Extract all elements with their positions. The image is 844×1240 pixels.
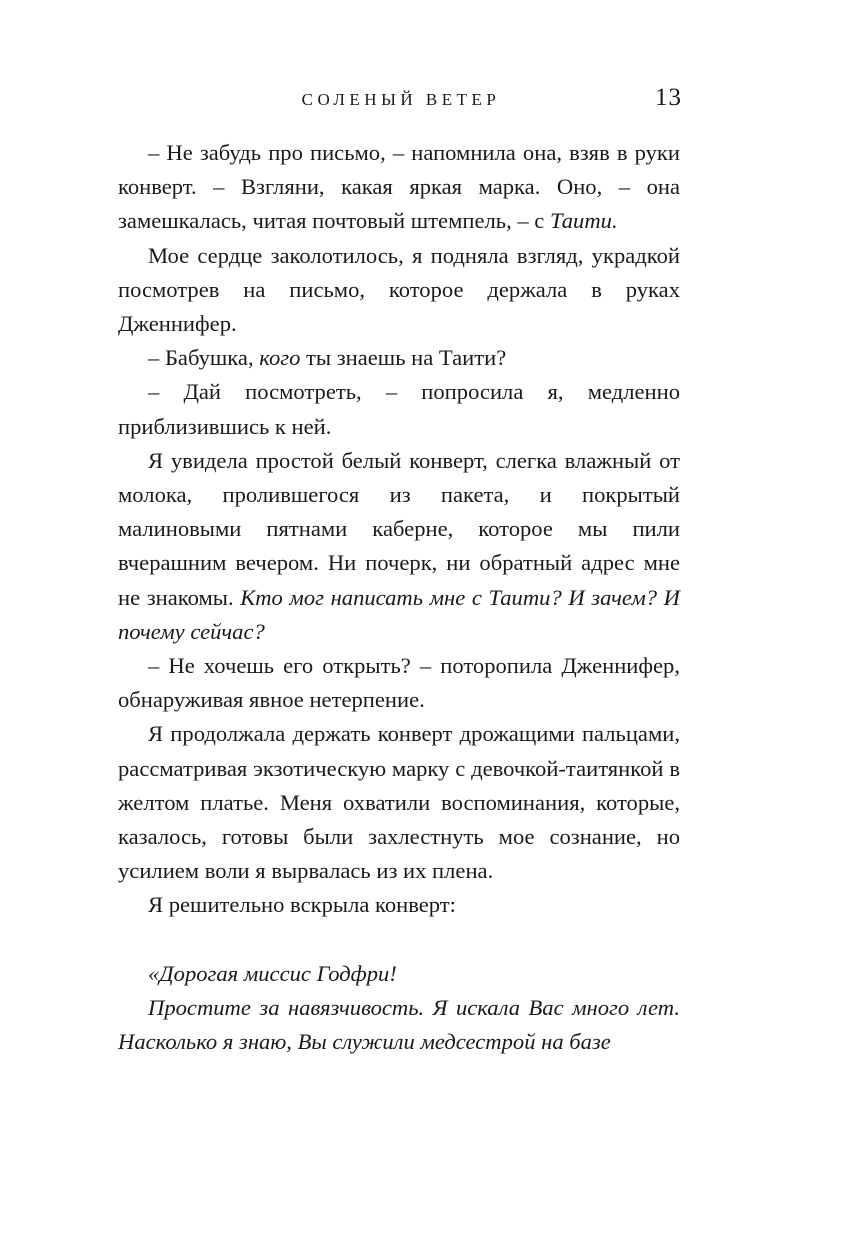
text-run: Я увидела простой белый конверт, слегка влажный от молока, пролившегося из пакета, и покрытый малиновыми пятнами каберне, которое мы пили вчерашним вечером. Ни почерк, ни обратный адрес мне не знакомы.	[118, 447, 680, 610]
page-number: 13	[655, 84, 682, 111]
paragraph	[118, 649, 680, 717]
paragraph	[118, 444, 680, 649]
text-run: – Бабушка,	[148, 345, 260, 371]
text-run: – Не хочешь его открыть? – поторопила Дженнифер, обнаруживая явное нетерпение.	[118, 653, 680, 713]
text-run-italic: Таити.	[549, 208, 618, 234]
letter-salutation: «Дорогая миссис Годфри!	[148, 960, 397, 986]
text-run: – Дай посмотреть, – попросила я, медленно приблизившись к ней.	[118, 379, 680, 439]
running-title: СОЛЕНЫЙ ВЕТЕР	[301, 90, 501, 109]
text-run: Мое сердце заколотилось, я подняла взгляд, украдкой посмотрев на письмо, которое держала в руках Дженнифер.	[118, 242, 680, 337]
section-gap	[118, 923, 680, 957]
body-text	[118, 136, 680, 1059]
text-run: – Не забудь про письмо, – напомнила она, взяв в руки конверт. – Взгляни, какая яркая марка. Оно, – она замешкалась, читая почтовый штемпель, – с	[118, 140, 680, 234]
paragraph	[118, 239, 680, 342]
text-run: ты знаешь на Таити?	[300, 345, 507, 371]
paragraph	[118, 375, 680, 443]
text-run-italic: кого	[259, 345, 301, 371]
text-run-italic: Кто мог написать мне с Таити? И зачем? И почему сейчас?	[118, 584, 680, 644]
paragraph	[118, 888, 680, 922]
paragraph	[118, 717, 680, 888]
letter-paragraph: Простите за навязчивость. Я искала Вас много лет. Насколько я знаю, Вы служили медсестрой на базе	[118, 994, 680, 1055]
running-head	[120, 84, 682, 124]
paragraph	[118, 136, 680, 239]
paragraph	[118, 341, 680, 375]
text-run: Я продолжала держать конверт дрожащими пальцами, рассматривая экзотическую марку с девочкой-таитянкой в желтом платье. Меня охватили воспоминания, которые, казалось, готовы были захлестнуть мое сознание, но усилием воли я вырвалась из их плена.	[118, 721, 680, 884]
text-run: Я решительно вскрыла конверт:	[148, 892, 456, 918]
